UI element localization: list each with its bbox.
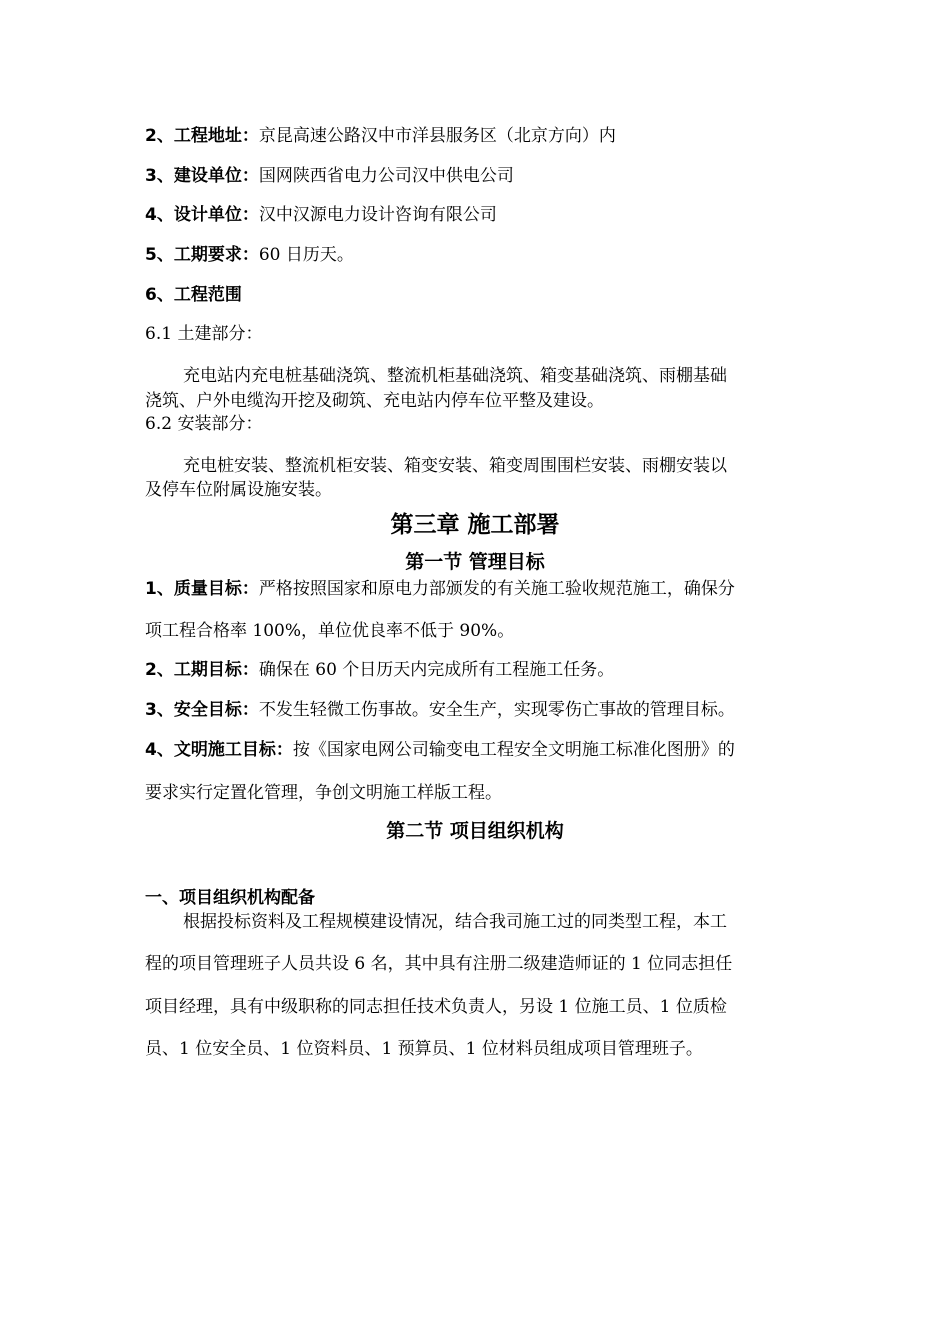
duration-line: 5、工期要求：60 日历天。 (145, 245, 354, 265)
schedule-goal-line: 2、工期目标：确保在 60 个日历天内完成所有工程施工任务。 (145, 660, 615, 680)
section1-title: 第一节 管理目标 (405, 551, 545, 573)
org-line-3: 项目经理，具有中级职称的同志担任技术负责人，另设 1 位施工员、1 位质检 (145, 997, 727, 1017)
quality-goal-line-1: 1、质量目标：严格按照国家和原电力部颁发的有关施工验收规范施工，确保分 (145, 579, 735, 599)
install-line-1: 充电桩安装、整流机柜安装、箱变安装、箱变周围围栏安装、雨棚安装以 (183, 456, 727, 476)
civil-heading: 6.1 土建部分： (145, 324, 263, 344)
org-line-1: 根据投标资料及工程规模建设情况，结合我司施工过的同类型工程，本工 (183, 912, 727, 932)
org-line-2: 程的项目管理班子人员共设 6 名，其中具有注册二级建造师证的 1 位同志担任 (145, 954, 733, 974)
safety-goal-line: 3、安全目标：不发生轻微工伤事故。安全生产，实现零伤亡事故的管理目标。 (145, 700, 735, 720)
civilized-goal-line-1: 4、文明施工目标：按《国家电网公司输变电工程安全文明施工标准化图册》的 (145, 740, 735, 760)
org-line-4: 员、1 位安全员、1 位资料员、1 预算员、1 位材料员组成项目管理班子。 (145, 1039, 703, 1059)
project-address-line: 2、工程地址：京昆高速公路汉中市洋县服务区（北京方向）内 (145, 126, 616, 146)
construction-unit-line: 3、建设单位：国网陕西省电力公司汉中供电公司 (145, 166, 514, 186)
org-subheading: 一、项目组织机构配备 (145, 888, 315, 908)
scope-heading: 6、工程范围 (145, 285, 242, 305)
install-heading: 6.2 安装部分： (145, 414, 263, 434)
design-unit-line: 4、设计单位：汉中汉源电力设计咨询有限公司 (145, 205, 497, 225)
quality-goal-line-2: 项工程合格率 100%，单位优良率不低于 90%。 (145, 621, 515, 641)
chapter-title: 第三章 施工部署 (390, 512, 560, 538)
civil-line-1: 充电站内充电桩基础浇筑、整流机柜基础浇筑、箱变基础浇筑、雨棚基础 (183, 366, 727, 386)
section2-title: 第二节 项目组织机构 (386, 820, 564, 842)
civil-line-2: 浇筑、户外电缆沟开挖及砌筑、充电站内停车位平整及建设。 (145, 391, 604, 411)
install-line-2: 及停车位附属设施安装。 (145, 480, 332, 500)
civilized-goal-line-2: 要求实行定置化管理，争创文明施工样版工程。 (145, 783, 502, 803)
